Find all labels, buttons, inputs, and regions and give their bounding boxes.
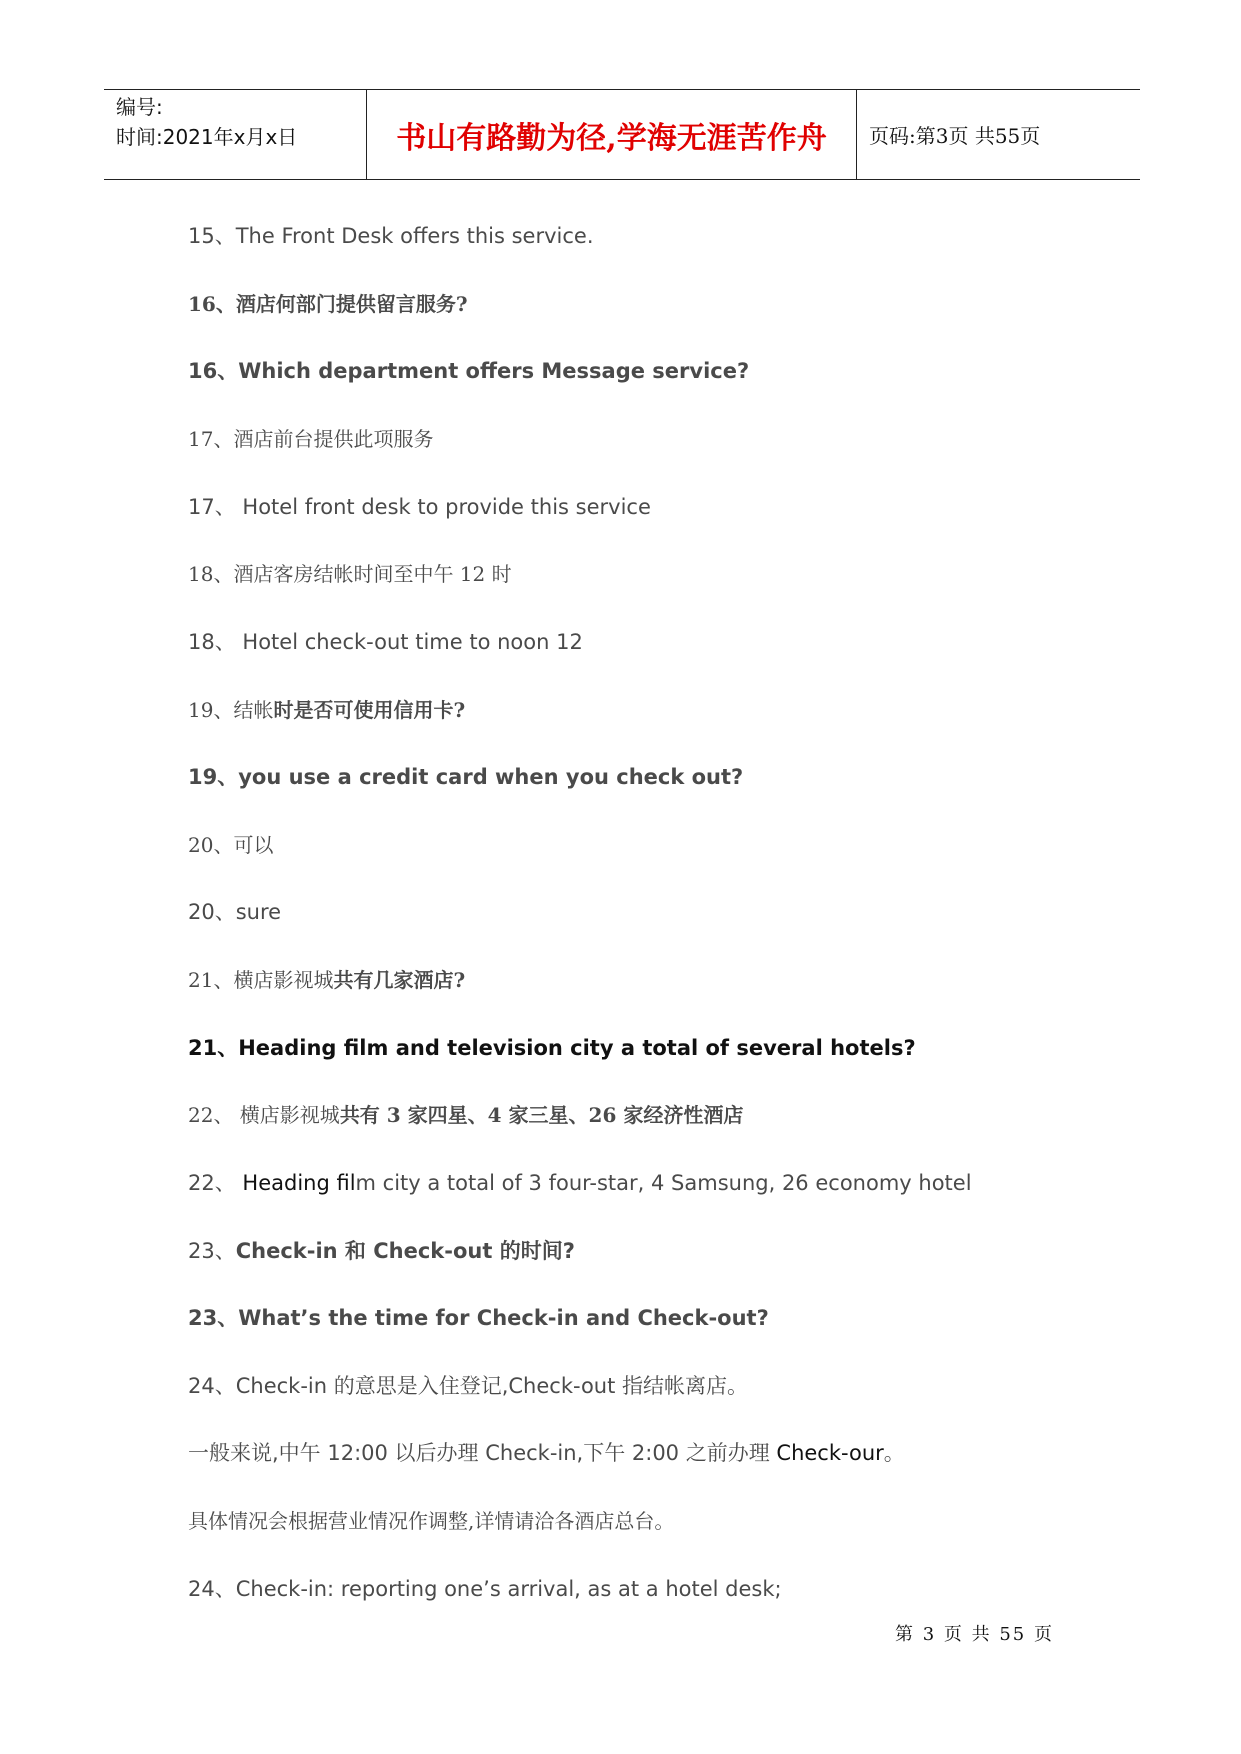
text-line: 22、 横店影视城共有 3 家四星、4 家三星、26 家经济性酒店	[188, 1103, 744, 1127]
text-line: 24、Check-in: reporting one’s arrival, as at a hotel desk;	[188, 1577, 782, 1601]
text-line: 23、What’s the time for Check-in and Check-out?	[188, 1306, 769, 1330]
text-line: 24、Check-in 的意思是入住登记,Check-out 指结帐离店。	[188, 1374, 749, 1398]
text-line: 具体情况会根据营业情况作调整,详情请洽各酒店总台。	[188, 1509, 675, 1533]
text-line: 19、结帐时是否可使用信用卡?	[188, 698, 466, 722]
motto: 书山有路勤为径,学海无涯苦作舟	[396, 120, 827, 156]
page-info: 页码:第3页 共55页	[869, 124, 1041, 148]
time-label: 时间:2021年x月x日	[116, 125, 298, 149]
header-page-cell	[857, 90, 1140, 179]
text-line: 17、酒店前台提供此项服务	[188, 427, 434, 451]
header-motto-cell	[367, 90, 857, 179]
text-line: 17、 Hotel front desk to provide this service	[188, 495, 651, 519]
text-line: 20、可以	[188, 833, 274, 857]
footer-page-number: 第 3 页 共 55 页	[895, 1624, 1054, 1645]
text-line: 18、 Hotel check-out time to noon 12	[188, 630, 583, 654]
text-line: 19、you use a credit card when you check out?	[188, 765, 744, 789]
header-meta-cell	[104, 90, 367, 179]
text-line: 23、Check-in 和 Check-out 的时间?	[188, 1239, 575, 1263]
number-label: 编号:	[116, 95, 163, 119]
page-footer	[895, 1620, 1054, 1646]
text-line: 20、sure	[188, 900, 282, 924]
text-line: 一般来说,中午 12:00 以后办理 Check-in,下午 2:00 之前办理 Check-our。	[188, 1441, 905, 1465]
text-line: 16、酒店何部门提供留言服务?	[188, 292, 468, 316]
text-line: 15、The Front Desk offers this service.	[188, 224, 594, 248]
text-line: 18、酒店客房结帐时间至中午 12 时	[188, 562, 512, 586]
text-line: 21、横店影视城共有几家酒店?	[188, 968, 466, 992]
page-header	[104, 89, 1140, 180]
text-line: 16、Which department offers Message service?	[188, 359, 750, 383]
text-line: 21、Heading film and television city a total of several hotels?	[188, 1036, 916, 1060]
text-line: 22、 Heading film city a total of 3 four-star, 4 Samsung, 26 economy hotel	[188, 1171, 972, 1195]
